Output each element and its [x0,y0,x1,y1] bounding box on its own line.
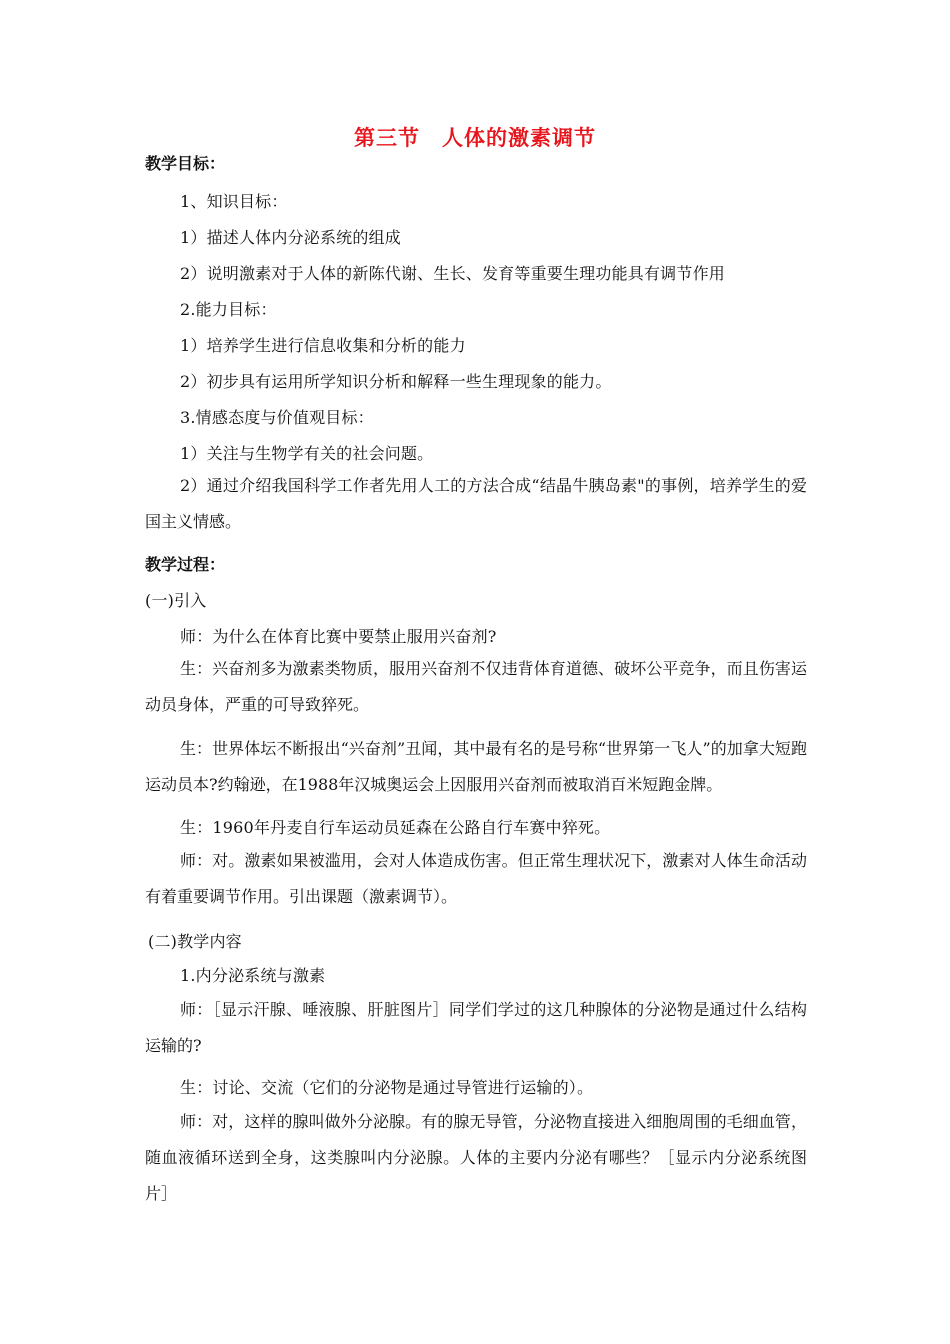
dialog-teacher-2: 师：对。激素如果被滥用，会对人体造成伤害。但正常生理状况下，激素对人体生命活动有着重要调节作用。引出课题（激素调节）。 [145,851,807,906]
dialog-teacher-1: 师：为什么在体育比赛中要禁止服用兴奋剂? [180,627,497,646]
dialog-student-1: 生：兴奋剂多为激素类物质，服用兴奋剂不仅违背体育道德、破坏公平竞争，而且伤害运动员身体，严重的可导致猝死。 [145,659,807,714]
emotion-item-2: 2）通过介绍我国科学工作者先用人工的方法合成“结晶牛胰岛素"的事例，培养学生的爱国主义情感。 [145,476,807,531]
page-title: 第三节 人体的激素调节 [354,126,596,150]
objectives-heading: 教学目标： [145,154,226,173]
dialog-student-3: 生：1960年丹麦自行车运动员延森在公路自行车赛中猝死。 [180,818,611,837]
dialog-student-2: 生：世界体坛不断报出“兴奋剂”丑闻，其中最有名的是号称“世界第一飞人”的加拿大短跑运动员本?约翰逊，在1988年汉城奥运会上因服用兴奋剂而被取消百米短跑金牌。 [145,739,807,794]
process-heading: 教学过程： [145,555,226,574]
ability-item-1: 1）培养学生进行信息收集和分析的能力 [180,336,466,355]
knowledge-item-1: 1）描述人体内分泌系统的组成 [180,228,401,247]
ability-goal-heading: 2.能力目标： [180,300,277,319]
emotion-item-1: 1）关注与生物学有关的社会问题。 [180,444,434,463]
ability-item-2: 2）初步具有运用所学知识分析和解释一些生理现象的能力。 [180,372,612,391]
knowledge-goal-heading: 1、知识目标： [180,192,288,211]
dialog-teacher-3: 师：［显示汗腺、唾液腺、肝脏图片］同学们学过的这几种腺体的分泌物是通过什么结构运输的? [145,1000,807,1055]
subsection-endocrine-heading: 1.内分泌系统与激素 [180,966,326,985]
emotion-goal-heading: 3.情感态度与价值观目标： [180,408,374,427]
knowledge-item-2: 2）说明激素对于人体的新陈代谢、生长、发育等重要生理功能具有调节作用 [180,264,725,283]
dialog-student-4: 生：讨论、交流（它们的分泌物是通过导管进行运输的）。 [180,1078,594,1097]
dialog-teacher-4: 师：对，这样的腺叫做外分泌腺。有的腺无导管，分泌物直接进入细胞周围的毛细血管，随血液循环送到全身，这类腺叫内分泌腺。人体的主要内分泌有哪些？［显示内分泌系统图片］ [145,1112,807,1203]
section-intro-heading: (一)引入 [145,591,207,610]
section-content-heading: (二)教学内容 [148,932,242,951]
